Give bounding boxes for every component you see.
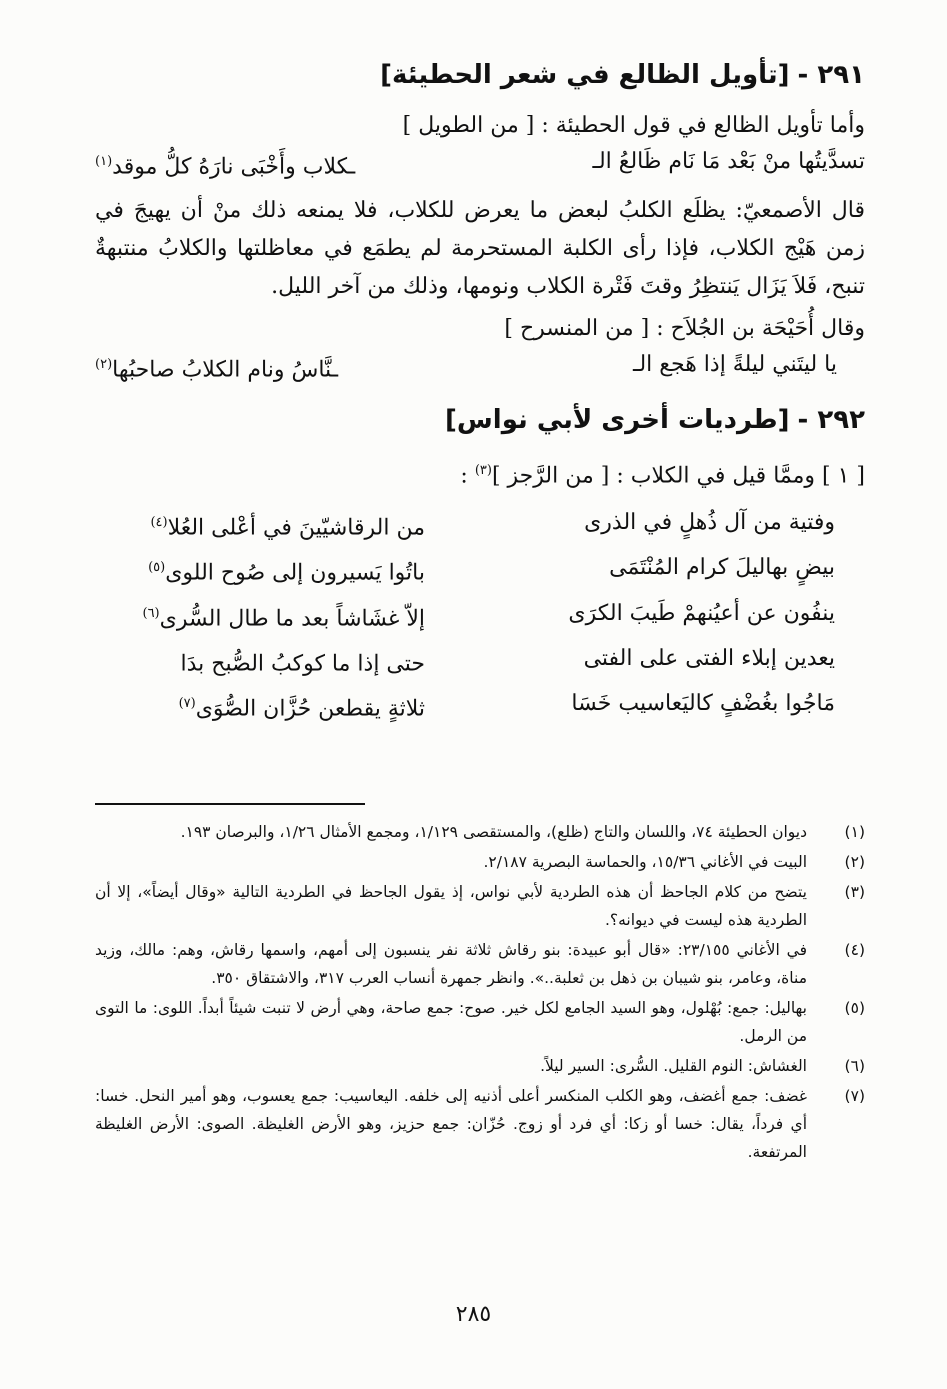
verse-first-hemistich: يا ليتَني ليلةً إذا هَجع الـ [633,352,837,378]
verse-second-text: إلاّ غشَاشاً بعد ما طال السُّرى [159,605,425,631]
verse-second-hemistich [95,346,338,389]
footnote-text: ديوان الحطيئة ٧٤، واللسان والتاج (ظلع)، والمستقصى ١/١٢٩، ومجمع الأمثال ١/٢٦، والبرصان ١٩٣. [180,823,807,841]
footnote [95,878,865,934]
footnote-ref: (١) [95,154,113,169]
footnote-number: (٧) [844,1087,865,1105]
footnote-ref: (٧) [178,696,196,712]
section-heading-292 [95,400,865,440]
verse-second-hemistich [95,684,425,729]
footnote-divider [95,803,365,805]
poem-line [95,594,865,639]
footnote-text: بهاليل: جمع: بُهْلول، وهو السيد الجامع لكل خير. صوح: جمع صاحة، وهي أرض لا تنبت شيئاً أبداً. اللوى: ما التوى من الرمل. [95,999,807,1045]
intro-text: [ ١ ] وممَّا قيل في الكلاب : [ من الرَّجز ] [491,462,865,488]
footnote [95,818,865,846]
verse-line [95,143,865,186]
footnote-text: يتضح من كلام الجاحظ أن هذه الطردية لأبي نواس، إذ يقول الجاحظ في الطردية التالية «وقال أيضاً»، إلا أن الطردية هذه ليست في ديوانه؟. [95,883,807,929]
section-number: ٢٩١ - [797,60,865,90]
verse-second-text: ـنَّاسُ ونام الكلابُ صاحبُها [112,357,339,383]
verse-second-text: ثلاثةٍ يقطعن حُزَّان الصُّوَى [195,696,425,722]
footnote [95,1082,865,1166]
verse-first-hemistich: يعدين إبلاء الفتى على الفتى [583,645,835,671]
poem [95,503,865,730]
footnote [95,994,865,1050]
verse-second-text: من الرقاشيّينَ في أعْلى العُلا [167,515,425,541]
footnote-text: في الأغاني ٢٣/١٥٥: «قال أبو عبيدة: بنو رقاش ثلاثة نفر ينسبون إلى أمهم، واسمها رقاش، وهم: مالك، وزيد مناة، وعامر، بنو شيبان بن ذهل بن ثعلبة..». وانظر جمهرة أنساب العرب ٣١٧، والاشتقاق ٣٥٠. [95,941,807,987]
footnote-ref: (٦) [142,605,160,621]
footnote-number: (٣) [844,883,865,901]
footnote [95,936,865,992]
footnote-number: (٥) [844,999,865,1017]
verse-second-text: حتى إذا ما كوكبُ الصُّبح بدَا [180,651,425,677]
section-title: [تأويل الظالع في شعر الحطيئة] [380,60,790,90]
poem-line [95,684,865,729]
footnote-number: (١) [844,823,865,841]
verse-first-hemistich: ينفُون عن أعيُنهمْ طَيبَ الكرَى [568,600,835,626]
verse-second-text: ـكلاب وأَخْبَى نارَهُ كلُّ موقد [112,154,356,180]
footnote-text: البيت في الأغاني ١٥/٣٦، والحماسة البصرية ٢/١٨٧. [483,853,807,871]
page-number: ٢٨٥ [455,1302,492,1327]
verse-second-hemistich [95,503,425,548]
poem-line [95,548,865,593]
section-title: [طرديات أخرى لأبي نواس] [445,404,790,435]
footnote-ref: (٤) [150,514,168,530]
footnote-ref: (٢) [95,357,113,373]
footnote [95,848,865,876]
verse-line-2 [95,346,865,389]
footnote-text: غضف: جمع أغضف، وهو الكلب المنكسر أعلى أذنيه إلى خلفه. اليعاسيب: جمع يعسوب، وهو أمير النحل. خسا: أي فرداً، يقال: خسا أو زكا: أي فرد أو زوج. حُزّان: جمع حزيز، وهو الأرض الغليظة. الصوى: الأرض الغليظة المرتفعة. [95,1087,807,1161]
verse-first-hemistich: مَاجُوا بغُضْفٍ كاليَعاسيب خَسَا [571,691,835,717]
footnote-number: (٢) [844,853,865,871]
verse-second-hemistich [95,639,425,684]
page-body [95,55,865,730]
commentary-paragraph: قال الأصمعيّ: يظلَع الكلبُ لبعض ما يعرض للكلاب، فلا يمنعه ذلك منْ أن يهيجَ في زمن هَيْج الكلاب، فإذا رأى الكلبة المستحرمة لم يطمَع في معاظلتها والكلابُ منتبهةٌ تنبح، فَلاَ يَزَال يَنتظِرُ وقتَ فَتْرة الكلاب ونومها، وذلك من آخر الليل. [95,198,865,300]
verse-second-text: باتُوا يَسيرون إلى صُوح اللوى [165,560,425,586]
section-heading-291 [95,55,865,95]
footnote-number: (٦) [844,1057,865,1075]
verse-first-hemistich: وفتية من آل ذُهلٍ في الذرى [584,509,835,535]
footnote [95,1052,865,1080]
verse-first-hemistich: تسدَّيتُها منْ بَعْد مَا نَام ظَالعُ الـ [592,149,865,174]
verse-second-hemistich [95,594,425,639]
intro-line: [ ١ ] وممَّا قيل في الكلاب : [ من الرَّجز ]$^{(٣)}$ : [460,462,865,488]
section-number: ٢٩٢ - [797,404,865,435]
poem-line [95,503,865,548]
footnote-text: الغشاش: النوم القليل. السُّرى: السير ليلاً. [540,1057,807,1075]
footnotes [95,818,865,1168]
verse-second-hemistich [95,143,355,186]
verse-first-hemistich: بيضٍ بهاليلَ كرام المُنْتَمَى [609,555,835,581]
footnote-ref: (٣) [474,462,492,478]
footnote-number: (٤) [844,941,865,959]
intro-line: وأما تأويل الظالع في قول الحطيئة : [ من الطويل ] [402,113,865,138]
poem-line [95,639,865,684]
intro-line-2: وقال أُحَيْحَة بن الجُلاَح : [ من المنسرح ] [504,316,865,342]
footnote-ref: (٥) [148,560,166,576]
verse-second-hemistich [95,548,425,593]
